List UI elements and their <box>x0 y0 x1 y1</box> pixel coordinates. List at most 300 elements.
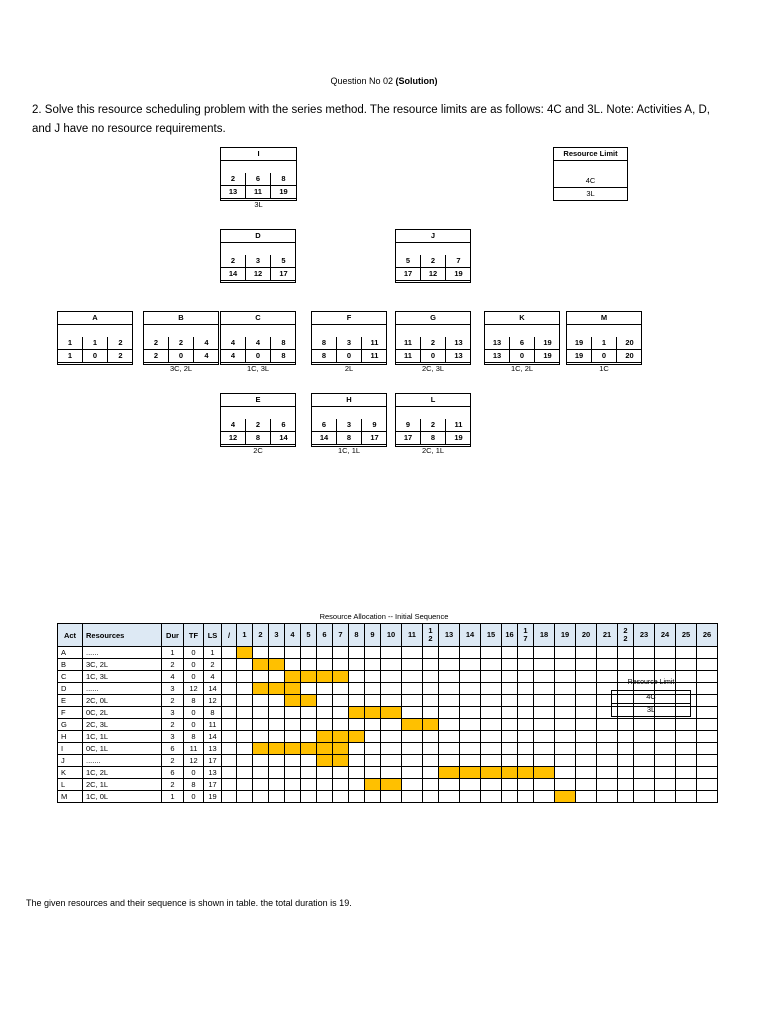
schedule-cell <box>481 647 502 659</box>
node-divider <box>270 173 271 198</box>
node-ef: 8 <box>281 174 286 183</box>
schedule-cell <box>349 755 365 767</box>
cell-act: D <box>58 683 83 695</box>
node-divider <box>270 337 271 362</box>
node-duration: 3 <box>346 420 352 429</box>
cell-blank <box>222 683 237 695</box>
schedule-cell <box>381 695 402 707</box>
schedule-cell <box>502 779 518 791</box>
schedule-cell <box>365 695 381 707</box>
node-name: I <box>221 148 296 161</box>
node-tf: 0 <box>601 351 607 360</box>
schedule-cell <box>676 719 697 731</box>
node-divider <box>107 337 108 362</box>
node-early-row <box>221 419 295 432</box>
schedule-cell <box>502 719 518 731</box>
node-divider <box>336 337 337 362</box>
schedule-cell <box>655 767 676 779</box>
cell-act: C <box>58 671 83 683</box>
node-divider <box>591 337 592 362</box>
resource-limit-header: Resource Limit <box>554 148 627 161</box>
cell-tf: 0 <box>184 647 204 659</box>
node-resources: 1C, 2L <box>510 364 534 373</box>
schedule-cell <box>439 731 460 743</box>
schedule-cell <box>253 707 269 719</box>
cell-res: 2C, 0L <box>83 695 162 707</box>
schedule-cell <box>618 659 634 671</box>
node-divider <box>245 419 246 444</box>
schedule-cell <box>381 719 402 731</box>
schedule-cell <box>237 791 253 803</box>
node-late-row <box>58 350 132 363</box>
schedule-cell <box>301 659 317 671</box>
node-divider <box>420 255 421 280</box>
schedule-cell <box>576 659 597 671</box>
schedule-cell <box>676 659 697 671</box>
schedule-cell <box>460 779 481 791</box>
node-divider <box>245 255 246 280</box>
node-resources: 3L <box>254 200 263 209</box>
table-resource-limit-header: Resource Limit <box>627 679 675 686</box>
schedule-cell <box>365 671 381 683</box>
cell-act: I <box>58 743 83 755</box>
cell-act: A <box>58 647 83 659</box>
schedule-bar-cell <box>317 671 333 683</box>
day-header: 24 <box>655 624 676 647</box>
node-es: 4 <box>230 338 236 347</box>
schedule-cell <box>285 791 301 803</box>
activity-node-f <box>311 311 387 373</box>
node-ef: 2 <box>118 338 123 347</box>
node-ls: 2 <box>153 351 159 360</box>
cell-dur: 3 <box>162 683 184 695</box>
schedule-cell <box>618 719 634 731</box>
schedule-cell <box>534 779 555 791</box>
schedule-cell <box>518 791 534 803</box>
schedule-cell <box>618 791 634 803</box>
schedule-bar-cell <box>423 719 439 731</box>
schedule-cell <box>481 683 502 695</box>
node-divider <box>616 337 617 362</box>
node-ls: 14 <box>228 269 238 278</box>
schedule-cell <box>439 695 460 707</box>
schedule-cell <box>333 779 349 791</box>
schedule-cell <box>423 647 439 659</box>
node-lf: 8 <box>281 351 286 360</box>
schedule-cell <box>502 755 518 767</box>
table-row <box>58 719 718 731</box>
schedule-cell <box>597 659 618 671</box>
node-tf: 12 <box>253 269 263 278</box>
schedule-cell <box>655 659 676 671</box>
schedule-cell <box>285 779 301 791</box>
schedule-cell <box>439 671 460 683</box>
schedule-bar-cell <box>317 755 333 767</box>
node-lf: 19 <box>279 187 288 196</box>
schedule-bar-cell <box>481 767 502 779</box>
schedule-cell <box>349 743 365 755</box>
cell-act: J <box>58 755 83 767</box>
node-resources: 2C <box>253 446 263 455</box>
schedule-cell <box>349 791 365 803</box>
schedule-bar-cell <box>333 755 349 767</box>
node-divider <box>420 419 421 444</box>
schedule-cell <box>365 743 381 755</box>
node-ls: 1 <box>67 351 73 360</box>
node-resources: 3C, 2L <box>169 364 193 373</box>
resource-limit-box <box>553 147 628 201</box>
node-tf: 8 <box>346 433 352 442</box>
schedule-cell <box>333 695 349 707</box>
schedule-cell <box>285 755 301 767</box>
node-duration: 1 <box>92 338 98 347</box>
cell-ls: 12 <box>204 695 222 707</box>
schedule-cell <box>439 683 460 695</box>
node-lf: 11 <box>370 351 379 360</box>
schedule-cell <box>618 647 634 659</box>
schedule-cell <box>423 767 439 779</box>
node-name: K <box>485 312 559 325</box>
schedule-cell <box>301 683 317 695</box>
schedule-bar-cell <box>365 779 381 791</box>
node-es: 1 <box>67 338 73 347</box>
cell-act: F <box>58 707 83 719</box>
schedule-cell <box>555 755 576 767</box>
schedule-cell <box>518 695 534 707</box>
schedule-cell <box>518 731 534 743</box>
schedule-cell <box>555 779 576 791</box>
node-duration: 3 <box>346 338 352 347</box>
schedule-cell <box>634 779 655 791</box>
schedule-cell <box>634 743 655 755</box>
schedule-bar-cell <box>502 767 518 779</box>
cell-ls: 17 <box>204 779 222 791</box>
schedule-cell <box>555 707 576 719</box>
schedule-cell <box>634 767 655 779</box>
activity-node-i <box>220 147 297 209</box>
cell-act: K <box>58 767 83 779</box>
activity-node-l <box>395 393 471 455</box>
column-header: TF <box>184 624 204 647</box>
table-resource-limit-l: 3L <box>611 704 691 717</box>
table-resource-limit-c: 4C <box>611 690 691 704</box>
day-header: 23 <box>634 624 655 647</box>
schedule-cell <box>697 743 718 755</box>
schedule-cell <box>439 647 460 659</box>
node-duration: 2 <box>178 338 184 347</box>
cell-blank <box>222 707 237 719</box>
schedule-cell <box>555 647 576 659</box>
schedule-cell <box>301 719 317 731</box>
schedule-cell <box>237 671 253 683</box>
cell-blank <box>222 755 237 767</box>
schedule-cell <box>481 671 502 683</box>
schedule-cell <box>423 659 439 671</box>
node-es: 5 <box>405 256 411 265</box>
schedule-cell <box>285 767 301 779</box>
node-tf: 12 <box>428 269 438 278</box>
node-name: D <box>221 230 295 243</box>
schedule-cell <box>555 743 576 755</box>
node-duration: 4 <box>255 338 261 347</box>
page-title <box>0 76 768 86</box>
node-es: 9 <box>405 420 411 429</box>
schedule-cell <box>502 743 518 755</box>
node-late-row <box>396 432 470 445</box>
node-es: 6 <box>321 420 327 429</box>
schedule-cell <box>534 707 555 719</box>
node-divider <box>270 419 271 444</box>
schedule-cell <box>423 779 439 791</box>
node-ef: 19 <box>543 338 552 347</box>
day-header: 18 <box>534 624 555 647</box>
day-header: 8 <box>349 624 365 647</box>
node-ef: 9 <box>372 420 377 429</box>
cell-dur: 6 <box>162 767 184 779</box>
schedule-cell <box>317 791 333 803</box>
schedule-cell <box>237 731 253 743</box>
schedule-cell <box>481 779 502 791</box>
schedule-bar-cell <box>333 743 349 755</box>
day-header: 15 <box>481 624 502 647</box>
schedule-bar-cell <box>460 767 481 779</box>
schedule-cell <box>534 755 555 767</box>
day-header: 14 <box>460 624 481 647</box>
schedule-cell <box>349 695 365 707</box>
node-early-row <box>144 337 218 350</box>
day-header: 2 2 <box>618 624 634 647</box>
cell-tf: 8 <box>184 731 204 743</box>
table-row <box>58 659 718 671</box>
schedule-cell <box>301 779 317 791</box>
day-header: 6 <box>317 624 333 647</box>
schedule-cell <box>237 719 253 731</box>
day-header: 5 <box>301 624 317 647</box>
title-text: Question No 02 <box>330 76 394 86</box>
schedule-cell <box>460 707 481 719</box>
cell-tf: 0 <box>184 719 204 731</box>
node-divider <box>336 419 337 444</box>
node-ef: 8 <box>281 338 286 347</box>
node-late-row <box>144 350 218 363</box>
node-early-row <box>396 419 470 432</box>
schedule-cell <box>460 743 481 755</box>
cell-blank <box>222 767 237 779</box>
schedule-cell <box>534 647 555 659</box>
table-row <box>58 779 718 791</box>
schedule-cell <box>597 767 618 779</box>
schedule-bar-cell <box>301 695 317 707</box>
node-duration: 2 <box>430 256 436 265</box>
cell-res: 0C, 2L <box>83 707 162 719</box>
cell-ls: 2 <box>204 659 222 671</box>
schedule-cell <box>253 695 269 707</box>
schedule-cell <box>655 647 676 659</box>
cell-act: G <box>58 719 83 731</box>
node-duration: 6 <box>255 174 261 183</box>
node-tf: 0 <box>178 351 184 360</box>
node-tf: 0 <box>430 351 436 360</box>
schedule-cell <box>301 731 317 743</box>
schedule-cell <box>439 659 460 671</box>
schedule-cell <box>618 779 634 791</box>
schedule-cell <box>518 779 534 791</box>
schedule-cell <box>502 659 518 671</box>
schedule-cell <box>576 767 597 779</box>
schedule-cell <box>381 767 402 779</box>
schedule-cell <box>460 791 481 803</box>
cell-res: ....... <box>83 755 162 767</box>
schedule-cell <box>423 683 439 695</box>
schedule-cell <box>518 671 534 683</box>
node-divider <box>420 337 421 362</box>
cell-dur: 3 <box>162 731 184 743</box>
schedule-cell <box>381 647 402 659</box>
schedule-cell <box>317 647 333 659</box>
node-divider <box>509 337 510 362</box>
node-divider <box>270 255 271 280</box>
schedule-cell <box>402 647 423 659</box>
schedule-cell <box>655 779 676 791</box>
schedule-cell <box>439 719 460 731</box>
schedule-bar-cell <box>333 731 349 743</box>
node-divider <box>445 337 446 362</box>
node-divider <box>245 337 246 362</box>
schedule-bar-cell <box>285 743 301 755</box>
schedule-cell <box>576 707 597 719</box>
schedule-bar-cell <box>301 743 317 755</box>
table-row <box>58 791 718 803</box>
cell-dur: 1 <box>162 647 184 659</box>
schedule-bar-cell <box>269 743 285 755</box>
node-divider <box>245 173 246 198</box>
schedule-cell <box>285 707 301 719</box>
schedule-cell <box>576 671 597 683</box>
schedule-cell <box>237 755 253 767</box>
schedule-cell <box>365 731 381 743</box>
schedule-bar-cell <box>402 719 423 731</box>
node-es: 4 <box>230 420 236 429</box>
title-solution: (Solution) <box>395 76 438 86</box>
cell-tf: 0 <box>184 671 204 683</box>
schedule-cell <box>502 671 518 683</box>
node-duration: 1 <box>601 338 607 347</box>
schedule-bar-cell <box>534 767 555 779</box>
node-early-row <box>221 173 296 186</box>
activity-node-j <box>395 229 471 283</box>
cell-dur: 2 <box>162 719 184 731</box>
schedule-cell <box>576 719 597 731</box>
activity-node-m <box>566 311 642 373</box>
schedule-cell <box>597 755 618 767</box>
schedule-cell <box>518 707 534 719</box>
node-tf: 0 <box>519 351 525 360</box>
schedule-cell <box>317 767 333 779</box>
node-es: 8 <box>321 338 327 347</box>
schedule-cell <box>381 731 402 743</box>
schedule-cell <box>349 719 365 731</box>
activity-node-e <box>220 393 296 455</box>
node-name: B <box>144 312 218 325</box>
node-es: 19 <box>574 338 584 347</box>
schedule-cell <box>439 755 460 767</box>
schedule-cell <box>676 731 697 743</box>
schedule-cell <box>423 695 439 707</box>
schedule-bar-cell <box>237 647 253 659</box>
node-early-row <box>312 337 386 350</box>
activity-node-c <box>220 311 296 373</box>
node-name: M <box>567 312 641 325</box>
schedule-cell <box>253 755 269 767</box>
schedule-cell <box>534 683 555 695</box>
schedule-cell <box>402 695 423 707</box>
node-early-row <box>396 255 470 268</box>
cell-res: 1C, 0L <box>83 791 162 803</box>
cell-ls: 17 <box>204 755 222 767</box>
cell-blank <box>222 671 237 683</box>
column-header: Resources <box>83 624 162 647</box>
node-divider <box>361 419 362 444</box>
node-ls: 11 <box>404 351 412 360</box>
node-resources: 2C, 1L <box>421 446 445 455</box>
node-early-row <box>485 337 559 350</box>
table-row <box>58 647 718 659</box>
day-header: 4 <box>285 624 301 647</box>
node-ef: 11 <box>454 420 463 429</box>
node-duration: 6 <box>519 338 525 347</box>
node-resources: 1C <box>599 364 609 373</box>
schedule-cell <box>349 647 365 659</box>
schedule-bar-cell <box>381 707 402 719</box>
schedule-cell <box>618 755 634 767</box>
schedule-cell <box>253 767 269 779</box>
schedule-cell <box>423 731 439 743</box>
schedule-cell <box>333 719 349 731</box>
schedule-cell <box>518 647 534 659</box>
schedule-cell <box>655 755 676 767</box>
schedule-cell <box>460 659 481 671</box>
schedule-cell <box>439 743 460 755</box>
cell-act: L <box>58 779 83 791</box>
schedule-cell <box>317 707 333 719</box>
schedule-cell <box>381 659 402 671</box>
schedule-cell <box>349 683 365 695</box>
activity-node-b <box>143 311 219 373</box>
node-tf: 0 <box>346 351 352 360</box>
cell-res: ...... <box>83 683 162 695</box>
cell-blank <box>222 731 237 743</box>
schedule-cell <box>576 647 597 659</box>
cell-act: E <box>58 695 83 707</box>
schedule-cell <box>269 731 285 743</box>
schedule-cell <box>269 707 285 719</box>
schedule-cell <box>518 755 534 767</box>
schedule-cell <box>423 743 439 755</box>
schedule-cell <box>576 779 597 791</box>
schedule-cell <box>697 791 718 803</box>
schedule-cell <box>555 767 576 779</box>
schedule-cell <box>333 659 349 671</box>
schedule-bar-cell <box>301 671 317 683</box>
node-late-row <box>312 432 386 445</box>
schedule-cell <box>460 731 481 743</box>
schedule-cell <box>597 719 618 731</box>
schedule-cell <box>634 755 655 767</box>
activity-node-a <box>57 311 133 365</box>
node-name: G <box>396 312 470 325</box>
node-early-row <box>221 337 295 350</box>
node-divider <box>445 419 446 444</box>
